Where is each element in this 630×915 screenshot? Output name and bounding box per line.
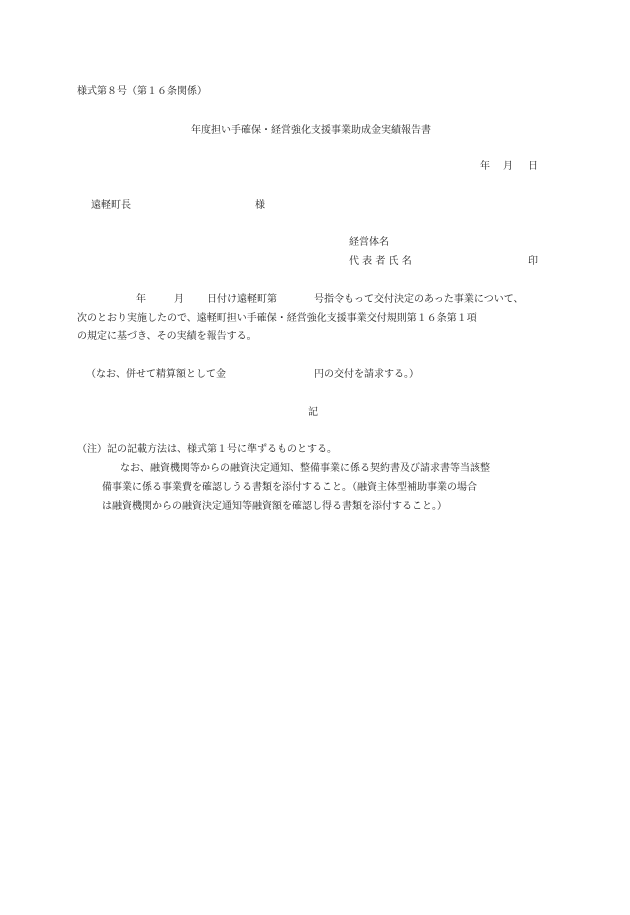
note-line-1: （注）記の記載方法は、様式第１号に準ずるものとする。	[77, 444, 337, 455]
addressee-honorific: 様	[255, 200, 265, 211]
note-line-2: なお、融資機関等からの融資決定通知、整備事業に係る契約書及び請求書等当該整	[120, 463, 490, 474]
org-name-label: 経営体名	[349, 237, 389, 248]
body-month: 月	[174, 294, 184, 305]
body-line-2: 次のとおり実施したので、遠軽町担い手確保・経営強化支援事業交付規則第１６条第１項	[77, 313, 477, 324]
ki-heading: 記	[308, 407, 318, 418]
body-year: 年	[136, 294, 146, 305]
addressee-name: 遠軽町長	[91, 200, 131, 211]
document-title: 年度担い手確保・経営強化支援事業助成金実績報告書	[191, 125, 431, 136]
seal-mark: 印	[528, 256, 538, 267]
form-number: 様式第８号（第１６条関係）	[77, 86, 207, 97]
settlement-prefix: （なお、併せて精算額として金	[86, 369, 226, 380]
settlement-suffix: 円の交付を請求する。）	[314, 369, 419, 380]
body-text-b: 号指令もって交付決定のあった事業について、	[314, 294, 524, 305]
body-text-a: 日付け遠軽町第	[207, 294, 277, 305]
note-line-3: 備事業に係る事業費を確認しうる書類を添付すること。（融資主体型補助事業の場合	[102, 482, 477, 493]
date-day: 日	[528, 161, 538, 172]
date-month: 月	[503, 161, 513, 172]
representative-label: 代 表 者 氏 名	[349, 256, 412, 267]
body-line-3: の規定に基づき、その実績を報告する。	[77, 331, 257, 342]
note-line-4: は融資機関からの融資決定通知等融資額を確認し得る書類を添付すること。）	[102, 501, 447, 512]
date-year: 年	[480, 161, 490, 172]
